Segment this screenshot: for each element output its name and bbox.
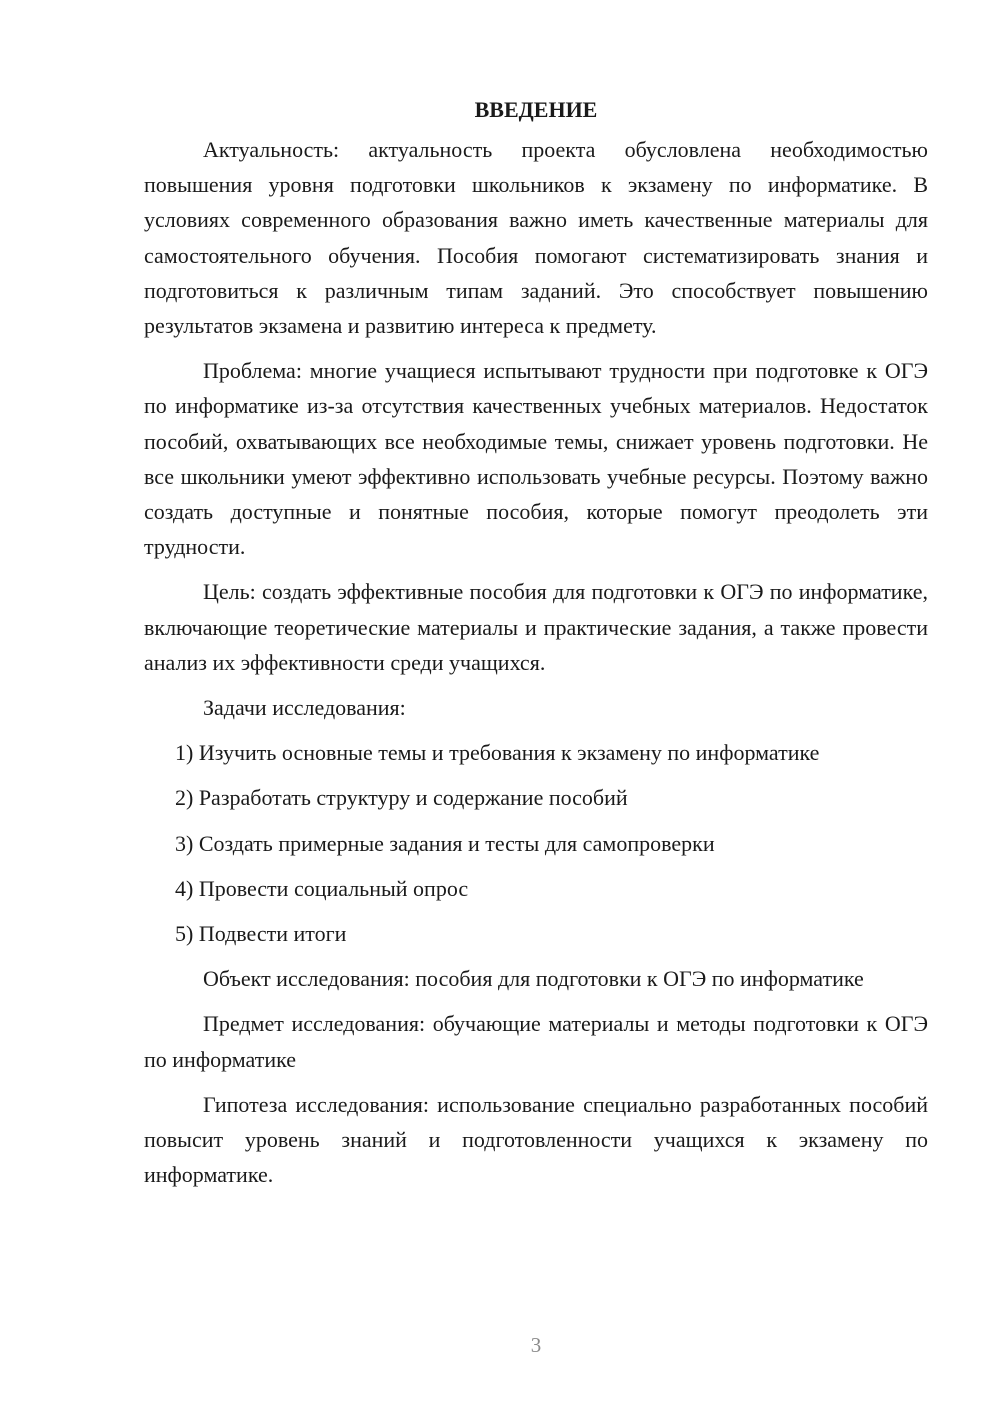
- tasks-title: Задачи исследования:: [203, 695, 406, 721]
- tasks-list: [144, 735, 928, 951]
- task-item: 2) Разработать структуру и содержание пособий: [175, 785, 628, 811]
- relevance-paragraph: Актуальность: актуальность проекта обусловлена необходимостью повышения уровня подготовки школьников к экзамену по информатике. В условиях современного образования важно иметь качественные материалы для самостоятельного обучения. Пособия помогают систематизировать знания и подготовиться к различным типам заданий. Это способствует повышению результатов экзамена и развитию интереса к предмету.: [144, 137, 928, 339]
- page-number: 3: [530, 1333, 542, 1357]
- goal-paragraph: Цель: создать эффективные пособия для подготовки к ОГЭ по информатике, включающие теоретические материалы и практические задания, а также провести анализ их эффективности среди учащихся.: [144, 579, 928, 675]
- object-paragraph: Объект исследования: пособия для подготовки к ОГЭ по информатике: [203, 966, 864, 992]
- task-item: 3) Создать примерные задания и тесты для самопроверки: [175, 830, 715, 856]
- task-item: 4) Провести социальный опрос: [175, 875, 469, 901]
- document-page: [144, 92, 928, 1202]
- section-heading: ВВЕДЕНИЕ: [474, 97, 598, 122]
- task-item: 5) Подвести итоги: [175, 921, 347, 947]
- problem-paragraph: Проблема: многие учащиеся испытывают трудности при подготовке к ОГЭ по информатике из-за отсутствия качественных учебных материалов. Недостаток пособий, охватывающих все необходимые темы, снижает уровень подготовки. Не все школьники умеют эффективно использовать учебные ресурсы. Поэтому важно создать доступные и понятные пособия, которые помогут преодолеть эти трудности.: [144, 358, 928, 560]
- task-item: 1) Изучить основные темы и требования к экзамену по информатике: [175, 740, 820, 766]
- hypothesis-paragraph: Гипотеза исследования: использование специально разработанных пособий повысит уровень знаний и подготовленности учащихся к экзамену по информатике.: [144, 1091, 928, 1188]
- subject-paragraph: Предмет исследования: обучающие материалы и методы подготовки к ОГЭ по информатике: [144, 1011, 928, 1072]
